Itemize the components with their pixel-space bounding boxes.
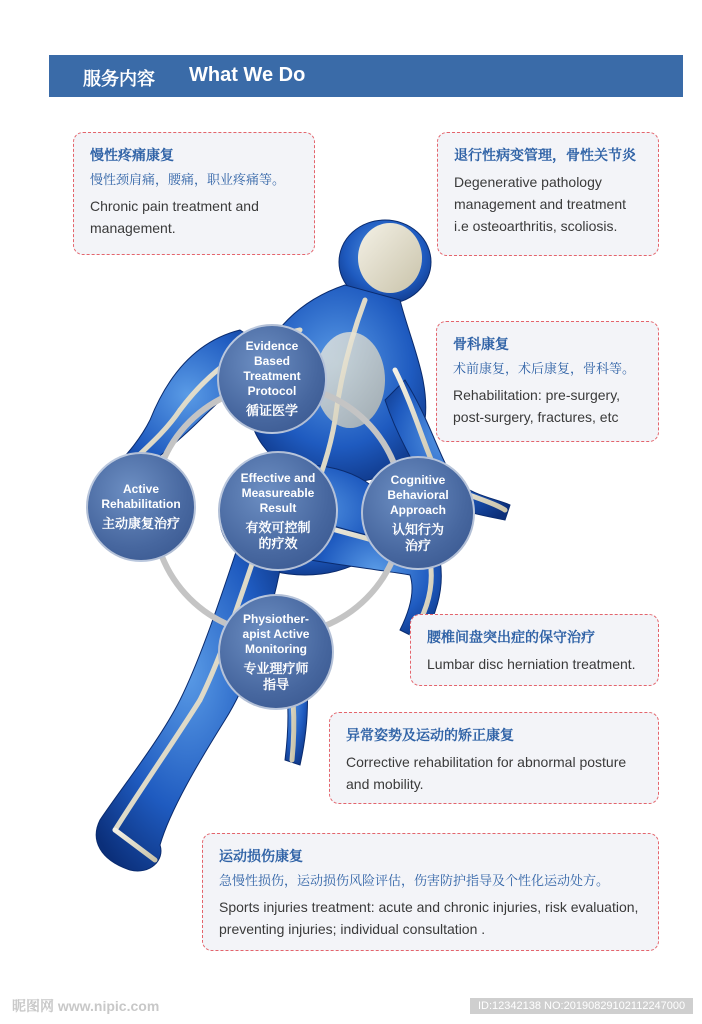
card-title: 骨科康复 xyxy=(453,336,509,352)
card-title: 运动损伤康复 xyxy=(219,848,303,864)
bubble-cn: 认知行为 治疗 xyxy=(391,521,444,553)
bubble-evidence-based xyxy=(217,324,327,434)
bubble-active-rehab xyxy=(86,452,196,562)
watermark-right: ID:12342138 NO:20190829102112247000 xyxy=(470,998,693,1014)
card-en-text: Corrective rehabilitation for abnormal posture and mobility. xyxy=(346,754,627,792)
bubble-cn: 有效可控制 的疗效 xyxy=(245,519,311,551)
bubble-cn: 主动康复治疗 xyxy=(101,516,180,531)
card-title: 腰椎间盘突出症的保守治疗 xyxy=(427,629,595,645)
bubble-en: Active Rehabilitation xyxy=(101,482,181,511)
bubble-cognitive xyxy=(361,456,475,570)
bubble-en: Cognitive Behavioral Approach xyxy=(387,472,449,517)
bubble-cn: 循证医学 xyxy=(245,403,298,418)
bubble-en: Effective and Measureable Result xyxy=(240,470,316,515)
card-title: 异常姿势及运动的矫正康复 xyxy=(346,727,514,743)
bubble-physio-monitoring xyxy=(218,594,334,710)
section-header xyxy=(49,55,683,97)
bubble-en: Evidence Based Treatment Protocol xyxy=(243,339,301,398)
header-title-en: What We Do xyxy=(189,64,306,86)
card-sports-injury xyxy=(202,833,659,951)
card-en-text: Rehabilitation: pre-surgery, post-surgery, fractures, etc xyxy=(453,387,621,425)
card-en-text: Chronic pain treatment and management. xyxy=(90,198,259,236)
card-cn-text: 急慢性损伤，运动损伤风险评估，伤害防护指导及个性化运动处方。 xyxy=(219,873,610,888)
card-lumbar xyxy=(410,614,659,686)
bubble-en: Physiother- apist Active Monitoring xyxy=(242,611,310,656)
watermark-left: 昵图网 www.nipic.com xyxy=(12,998,160,1014)
bubble-cn: 专业理疗师 指导 xyxy=(243,660,309,692)
card-cn-text: 术前康复，术后康复，骨科等。 xyxy=(453,361,636,376)
bubble-effective-result xyxy=(218,451,338,571)
header-title-cn: 服务内容 xyxy=(83,69,155,89)
card-title: 慢性疼痛康复 xyxy=(90,147,174,163)
card-chronic-pain xyxy=(73,132,315,255)
card-en-text: Lumbar disc herniation treatment. xyxy=(427,656,636,672)
card-title: 退行性病变管理，骨性关节炎 xyxy=(454,147,636,163)
card-en-text: Sports injuries treatment: acute and chronic injuries, risk evaluation, preventing injuries; individual consultation . xyxy=(219,899,639,937)
card-en-text: Degenerative pathology management and treatment i.e osteoarthritis, scoliosis. xyxy=(454,174,626,234)
card-orthopedic xyxy=(436,321,659,442)
card-degenerative xyxy=(437,132,659,256)
card-cn-text: 慢性颈肩痛，腰痛，职业疼痛等。 xyxy=(90,172,286,187)
card-posture xyxy=(329,712,659,804)
